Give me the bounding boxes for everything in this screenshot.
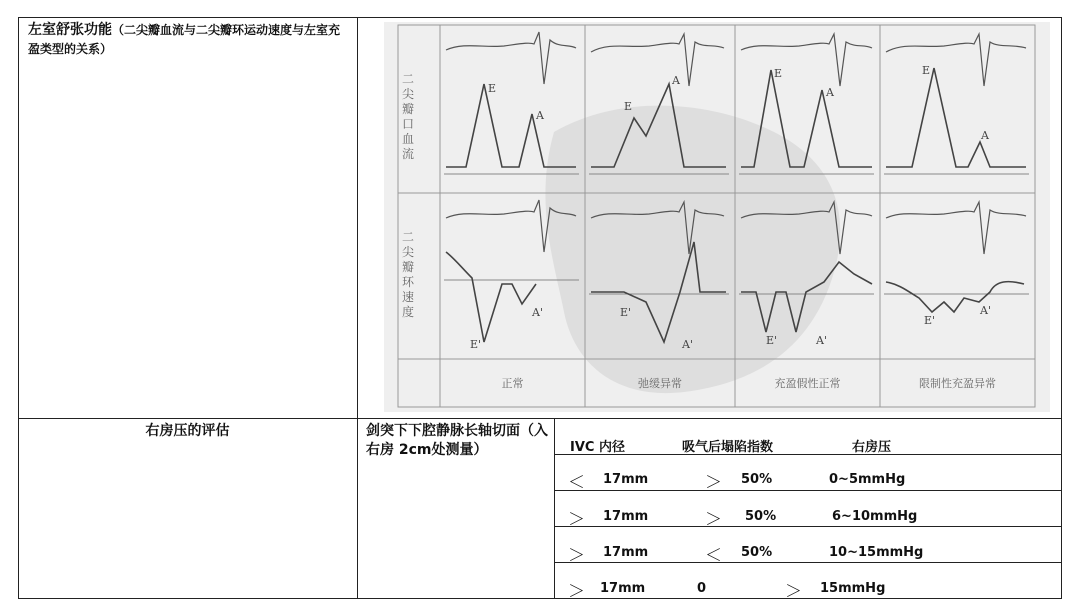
- ivc-comparator: ＜: [568, 473, 585, 493]
- svg-text:E: E: [922, 64, 931, 77]
- index-comparator: ＞: [705, 510, 722, 530]
- figure-row-label-mitral-flow: 二尖瓣口血流: [402, 72, 415, 161]
- title-sub: （二尖瓣血流与二尖瓣环运动速度与左室充盈类型的关系）: [28, 23, 341, 56]
- ivc-value: 17mm: [603, 545, 649, 560]
- svg-text:E: E: [624, 100, 633, 113]
- svg-text:E: E: [488, 82, 497, 95]
- svg-text:A': A': [682, 338, 693, 351]
- svg-text:E': E': [470, 338, 482, 351]
- subtable-col-divider: [554, 418, 555, 599]
- ivc-value: 17mm: [603, 509, 649, 524]
- figure-col-label-pseudonormal: 充盈假性正常: [774, 377, 841, 390]
- ivc-value: 17mm: [600, 581, 646, 596]
- header-right-atrial-pressure: 右房压: [852, 440, 892, 455]
- rap-comparator: ＞: [785, 582, 802, 602]
- index-value: 50%: [741, 545, 773, 560]
- table-border-left: [18, 17, 19, 599]
- table-row-divider: [18, 418, 1062, 419]
- diastolic-function-figure: [384, 22, 1050, 412]
- svg-text:E: E: [774, 67, 783, 80]
- svg-text:A': A': [532, 306, 543, 319]
- ivc-value: 17mm: [603, 472, 649, 487]
- index-comparator: ＜: [705, 546, 722, 566]
- header-ivc-diameter: IVC 内径: [570, 440, 625, 455]
- index-value: 0: [697, 581, 707, 596]
- svg-text:A': A': [980, 304, 991, 317]
- title-main: 左室舒张功能: [28, 22, 112, 38]
- table-col-divider: [357, 17, 358, 599]
- rap-value: 15mmHg: [820, 581, 886, 596]
- svg-text:A: A: [672, 74, 680, 87]
- table-border-top: [18, 17, 1062, 18]
- svg-text:A: A: [536, 109, 544, 122]
- index-value: 50%: [741, 472, 773, 487]
- svg-text:A: A: [826, 86, 834, 99]
- svg-text:E': E': [924, 314, 936, 327]
- subtable-row-divider: [554, 454, 1062, 455]
- figure-row-label-annular-velocity: 二尖瓣环速度: [402, 230, 415, 319]
- header-collapse-index: 吸气后塌陷指数: [682, 440, 774, 455]
- ivc-comparator: ＞: [568, 510, 585, 530]
- index-value: 50%: [745, 509, 777, 524]
- table-border-right: [1061, 17, 1062, 599]
- figure-col-label-normal: 正常: [501, 377, 524, 390]
- ivc-comparator: ＞: [568, 582, 585, 602]
- figure-col-label-restrictive: 限制性充盈异常: [919, 377, 996, 390]
- rap-assessment-label: 右房压的评估: [145, 423, 230, 439]
- svg-text:A: A: [981, 129, 989, 142]
- svg-text:E': E': [620, 306, 632, 319]
- section-title-lv-diastolic: [28, 21, 350, 59]
- index-comparator: ＞: [705, 473, 722, 493]
- rap-value: 10~15mmHg: [829, 545, 924, 560]
- table-border-bottom: [18, 598, 1062, 599]
- figure-col-label-impaired-relaxation: 弛缓异常: [638, 377, 682, 390]
- rap-value: 0~5mmHg: [829, 472, 906, 487]
- subtable-row-divider: [554, 526, 1062, 527]
- subtable-row-divider: [554, 490, 1062, 491]
- subtable-row-divider: [554, 562, 1062, 563]
- ivc-comparator: ＞: [568, 546, 585, 566]
- svg-text:E': E': [766, 334, 778, 347]
- rap-value: 6~10mmHg: [832, 509, 918, 524]
- ivc-measurement-method: 剑突下下腔静脉长轴切面（入右房 2cm处测量）: [366, 423, 548, 458]
- svg-text:A': A': [816, 334, 827, 347]
